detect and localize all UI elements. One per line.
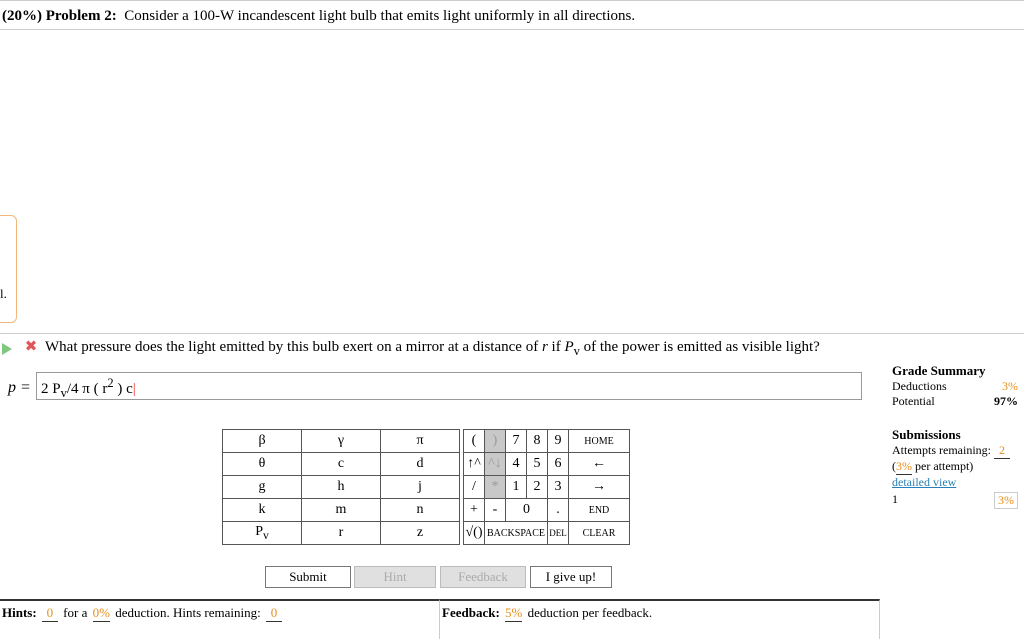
attempts-remaining: 2 <box>994 443 1010 459</box>
problem-weight: (20%) <box>2 8 42 24</box>
problem-header <box>0 0 1024 30</box>
incorrect-x-icon: ✖ <box>24 337 38 355</box>
key-k[interactable]: k <box>223 499 302 522</box>
key-sqrt[interactable]: √() <box>464 522 485 545</box>
key-home[interactable]: HOME <box>569 430 630 453</box>
key-right-arrow[interactable]: → <box>569 476 630 499</box>
attempts-label: Attempts remaining: <box>892 443 991 457</box>
submissions-title: Submissions <box>892 427 961 442</box>
per-attempt-pct: 3% <box>896 459 912 473</box>
key-open-paren[interactable]: ( <box>464 430 485 453</box>
key-power-up[interactable]: ↑^ <box>464 453 485 476</box>
deductions-value: 3% <box>1002 379 1018 393</box>
key-decimal[interactable]: . <box>548 499 569 522</box>
key-minus[interactable]: - <box>485 499 506 522</box>
key-backspace[interactable]: BACKSPACE <box>485 522 548 545</box>
hint-button[interactable]: Hint <box>354 566 436 588</box>
feedback-label: Feedback: <box>442 605 500 620</box>
problem-statement: Consider a 100-W incandescent light bulb that emits light uniformly in all directions. <box>124 8 636 24</box>
key-6[interactable]: 6 <box>548 453 569 476</box>
hints-label: Hints: <box>2 605 37 620</box>
key-power-down[interactable]: ^↓ <box>485 453 506 476</box>
numeric-keypad <box>463 429 630 545</box>
question-text: What pressure does the light emitted by this bulb exert on a mirror at a distance of r if $P_v$ of the power is emitted as visible light? <box>45 339 820 358</box>
feedback-bar: Feedback: 5% deduction per feedback. <box>440 599 880 639</box>
key-z[interactable]: z <box>381 522 460 545</box>
key-close-paren[interactable]: ) <box>485 430 506 453</box>
key-0[interactable]: 0 <box>506 499 548 522</box>
side-panel-edge <box>0 215 17 323</box>
key-9[interactable]: 9 <box>548 430 569 453</box>
submission-deduction: 3% <box>994 492 1018 509</box>
submit-button[interactable]: Submit <box>265 566 351 588</box>
key-4[interactable]: 4 <box>506 453 527 476</box>
feedback-deduction-pct: 5% <box>505 605 523 620</box>
key-n[interactable]: n <box>381 499 460 522</box>
key-2[interactable]: 2 <box>527 476 548 499</box>
key-j[interactable]: j <box>381 476 460 499</box>
hints-count: 0 <box>42 605 58 622</box>
hint-deduction-pct: 0% <box>92 605 110 620</box>
key-end[interactable]: END <box>569 499 630 522</box>
key-theta[interactable]: θ <box>223 453 302 476</box>
key-7[interactable]: 7 <box>506 430 527 453</box>
key-g[interactable]: g <box>223 476 302 499</box>
grade-summary-title: Grade Summary <box>892 363 986 378</box>
submission-index: 1 <box>892 492 898 506</box>
potential-value: 97% <box>994 394 1018 408</box>
feedback-button[interactable]: Feedback <box>440 566 526 588</box>
key-pv[interactable]: $P_v$ <box>223 522 302 545</box>
variable-keypad <box>222 429 460 545</box>
key-h[interactable]: h <box>302 476 381 499</box>
problem-number: Problem 2: <box>45 8 117 24</box>
key-del[interactable]: DEL <box>548 522 569 545</box>
key-gamma[interactable]: γ <box>302 430 381 453</box>
give-up-button[interactable]: I give up! <box>530 566 612 588</box>
key-multiply[interactable]: * <box>485 476 506 499</box>
key-1[interactable]: 1 <box>506 476 527 499</box>
grade-summary-panel: Grade Summary Deductions 3% Potential 97% Submissions Attempts remaining: 2 (3% per attempt) detailed view 1 3% <box>892 363 1018 507</box>
deductions-label: Deductions <box>892 379 947 393</box>
answer-input[interactable]: 2 $P_v/4$ π ( $r^2$ ) c| <box>36 372 862 400</box>
key-clear[interactable]: CLEAR <box>569 522 630 545</box>
key-5[interactable]: 5 <box>527 453 548 476</box>
key-plus[interactable]: + <box>464 499 485 522</box>
answer-label: p = <box>8 379 31 396</box>
problem-title <box>2 8 635 25</box>
key-d[interactable]: d <box>381 453 460 476</box>
key-divide[interactable]: / <box>464 476 485 499</box>
side-panel-text: l. <box>0 286 7 301</box>
key-beta[interactable]: β <box>223 430 302 453</box>
play-icon[interactable] <box>2 343 12 355</box>
key-8[interactable]: 8 <box>527 430 548 453</box>
potential-label: Potential <box>892 394 935 408</box>
key-r[interactable]: r <box>302 522 381 545</box>
hints-remaining: 0 <box>266 605 282 622</box>
key-3[interactable]: 3 <box>548 476 569 499</box>
key-c[interactable]: c <box>302 453 381 476</box>
detailed-view-link[interactable]: detailed view <box>892 475 957 489</box>
key-left-arrow[interactable]: ← <box>569 453 630 476</box>
question-divider <box>0 333 1024 334</box>
hints-bar: Hints: 0 for a 0% deduction. Hints remaining: 0 <box>0 599 440 639</box>
key-m[interactable]: m <box>302 499 381 522</box>
key-pi[interactable]: π <box>381 430 460 453</box>
